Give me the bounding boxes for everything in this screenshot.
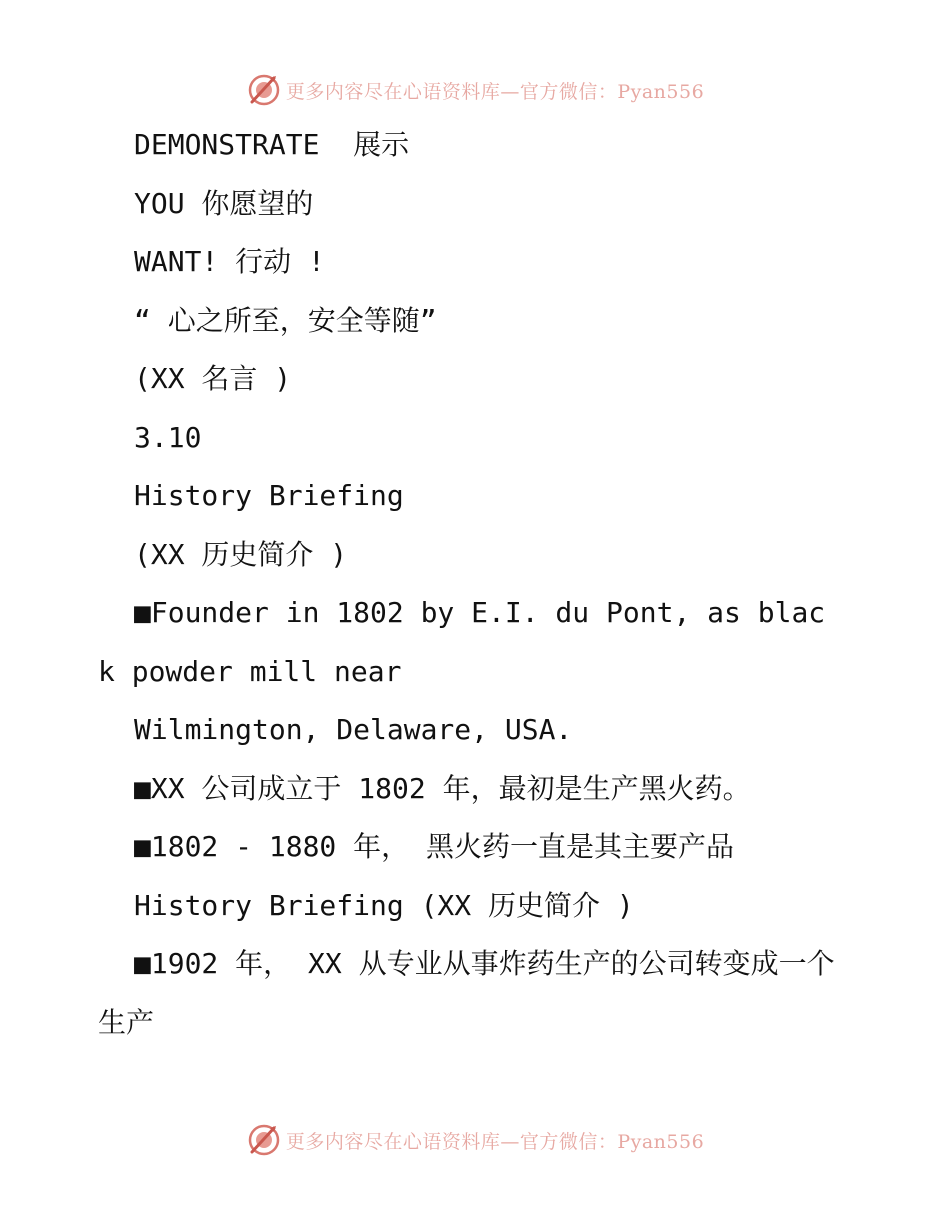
text-line: YOU 你愿望的 <box>134 186 314 220</box>
text-line: (XX 历史简介 ) <box>134 537 348 571</box>
section-number: 3.10 <box>134 420 202 454</box>
footer-watermark <box>0 1120 950 1160</box>
text-line: (XX 名言 ) <box>134 362 292 395</box>
watermark-text: 更多内容尽在心语资料库—官方微信：Pyan556 <box>285 1130 705 1153</box>
text-line: DEMONSTRATE 展示 <box>134 128 410 161</box>
section-title: History Briefing <box>134 479 404 512</box>
bullet-paragraph: ■1902 年， XX 从专业从事炸药生产的公司转变成一个生产 <box>98 947 835 1039</box>
bullet-paragraph: ■XX 公司成立于 1802 年，最初是生产黑火药。 <box>134 771 751 805</box>
watermark-text: 更多内容尽在心语资料库—官方微信：Pyan556 <box>285 80 705 103</box>
bullet-paragraph: ■1802 - 1880 年， 黑火药一直是其主要产品 <box>134 830 735 863</box>
section-title: History Briefing (XX 历史简介 ) <box>134 888 634 922</box>
text-line: WANT! 行动 ! <box>134 245 325 278</box>
text-line: Wilmington, Delaware, USA. <box>134 713 573 746</box>
bullet-paragraph: ■Founder in 1802 by E.I. du Pont, as black powder mill near <box>98 596 826 688</box>
logo-icon <box>246 1122 282 1158</box>
header-watermark <box>0 70 950 110</box>
document-body <box>98 116 838 1052</box>
quote-line: “ 心之所至，安全等随” <box>134 303 437 337</box>
logo-icon <box>246 72 282 108</box>
